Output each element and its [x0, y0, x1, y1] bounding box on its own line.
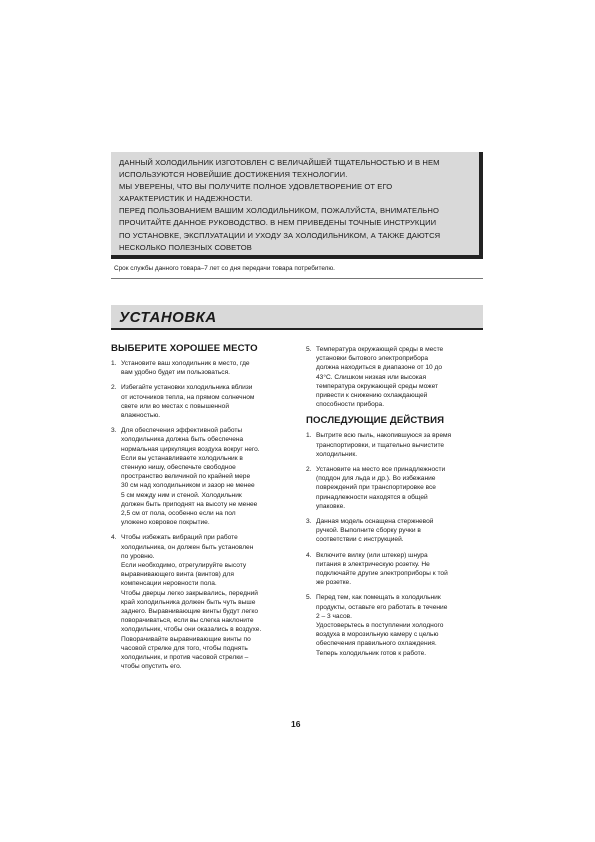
choose-location-list — [111, 359, 291, 672]
choose-location-heading: ВЫБЕРИТЕ ХОРОШЕЕ МЕСТО — [111, 343, 258, 354]
item-number: 4. — [306, 551, 312, 559]
right-column — [306, 345, 482, 664]
service-life-note: Срок службы данного товара–7 лет со дня передачи товара потребителю. — [114, 265, 335, 272]
list-item — [111, 426, 291, 527]
list-item — [111, 359, 291, 377]
item-text: Включите вилку (или штекер) шнура питания в электрическую розетку. Не подключайте другие электроприборы к той же розетке. — [316, 551, 448, 587]
choose-location-list-continued — [306, 345, 482, 409]
list-item — [111, 533, 291, 671]
item-text: Вытрите всю пыль, накопившуюся за время транспортировки, и тщательно вычистите холодильник. — [316, 432, 452, 458]
item-number: 4. — [111, 534, 117, 542]
item-number: 5. — [306, 346, 312, 353]
item-text: Избегайте установки холодильника вблизи от источников тепла, на прямом солнечном свете или во местах с повышенной влажностью. — [121, 384, 255, 420]
page-number: 16 — [291, 719, 301, 729]
item-number: 3. — [306, 518, 312, 526]
item-text: Чтобы избежать вибраций при работе холодильника, он должен быть установлен по уровню. Если необходимо, отрегулируйте высоту выравнивающего винта (винтов) для компенсации неровности пола. Чтобы дверцы легко закрывались, передний край холодильника должен быть чуть выше заднего. Выравнивающие винты будут легко поворачиваться, если вы слегка наклоните холодильник, чтобы они оказались в воздухе. Поворачивайте выравнивающие винты по часовой стрелке для того, чтобы поднять холодильник, и против часовой стрелки – чтобы опустить его. — [121, 534, 262, 671]
intro-line: ПЕРЕД ПОЛЬЗОВАНИЕМ ВАШИМ ХОЛОДИЛЬНИКОМ, ПОЖАЛУЙСТА, ВНИМАТЕЛЬНО — [119, 206, 439, 216]
section-title: УСТАНОВКА — [119, 309, 217, 326]
list-item — [111, 383, 291, 420]
item-text: Данная модель оснащена стержневой ручкой. Выполните сборку ручки в соответствии с инструкцией. — [316, 518, 434, 544]
item-number: 2. — [306, 466, 312, 474]
intro-line: ПРОЧИТАЙТЕ ДАННОЕ РУКОВОДСТВО. В НЕМ ПРИВЕДЕНЫ ТОЧНЫЕ ИНСТРУКЦИИ — [119, 218, 437, 228]
list-item — [306, 593, 482, 657]
item-text: Установите на место все принадлежности (поддон для льда и др.). Во избежание повреждений при транспортировке все принадлежности находятся в общей упаковке. — [316, 466, 446, 510]
left-column — [111, 343, 291, 678]
section-header-bar — [111, 305, 483, 330]
divider — [111, 278, 483, 279]
next-steps-list — [306, 431, 482, 657]
next-steps-heading: ПОСЛЕДУЮЩИЕ ДЕЙСТВИЯ — [306, 415, 445, 427]
intro-line: ХАРАКТЕРИСТИК И НАДЕЖНОСТИ. — [119, 194, 253, 204]
item-text: Для обеспечения эффективной работы холодильника должна быть обеспечена нормальная циркуляция воздуха вокруг него. Если вы устанавливаете холодильник в стенную нишу, обеспечьте свободное пространство величиной по крайней мере 30 см над холодильником и зазор не менее 5 см между ним и стеной. Холодильник должен быть приподнят на высоту не менее 2,5 см от пола, особенно если на пол уложено ковровое покрытие. — [121, 427, 260, 527]
item-number: 5. — [306, 594, 312, 602]
list-item — [306, 345, 482, 409]
intro-line: ИСПОЛЬЗУЮТСЯ НОВЕЙШИЕ ДОСТИЖЕНИЯ ТЕХНОЛОГИИ. — [119, 170, 348, 180]
intro-line: НЕСКОЛЬКО ПОЛЕЗНЫХ СОВЕТОВ — [119, 242, 252, 252]
intro-line: МЫ УВЕРЕНЫ, ЧТО ВЫ ПОЛУЧИТЕ ПОЛНОЕ УДОВЛЕТВОРЕНИЕ ОТ ЕГО — [119, 182, 393, 192]
item-number: 3. — [111, 427, 117, 435]
intro-line: ПО УСТАНОВКЕ, ЭКСПЛУАТАЦИИ И УХОДУ ЗА ХОЛОДИЛЬНИКОМ, А ТАКЖЕ ДАЮТСЯ — [119, 230, 441, 240]
intro-notice-box — [111, 152, 483, 259]
item-text: Перед тем, как помещать в холодильник продукты, оставьте его работать в течение 2 – 3 часов. Удостоверьтесь в поступлении холодного воздуха в морозильную камеру с целью обеспечения правильного охлаждения. Теперь холодильник готов к работе. — [316, 594, 448, 657]
item-number: 1. — [306, 432, 312, 440]
item-number: 1. — [111, 360, 117, 367]
list-item — [306, 465, 482, 511]
item-number: 2. — [111, 384, 117, 392]
intro-line: ДАННЫЙ ХОЛОДИЛЬНИК ИЗГОТОВЛЕН С ВЕЛИЧАЙШЕЙ ТЩАТЕЛЬНОСТЬЮ И В НЕМ — [119, 158, 440, 167]
list-item — [306, 551, 482, 588]
list-item — [306, 517, 482, 545]
item-text: Установите ваш холодильник в место, где вам удобно будет им пользоваться. — [121, 360, 250, 377]
item-text: Температура окружающей среды в месте установки бытового электроприбора должна находиться в диапазоне от 10 до 43°С. Слишком низкая или высокая температура окружающей среды может привести к снижению охлаждающей способности прибора. — [316, 346, 444, 409]
list-item — [306, 431, 482, 459]
